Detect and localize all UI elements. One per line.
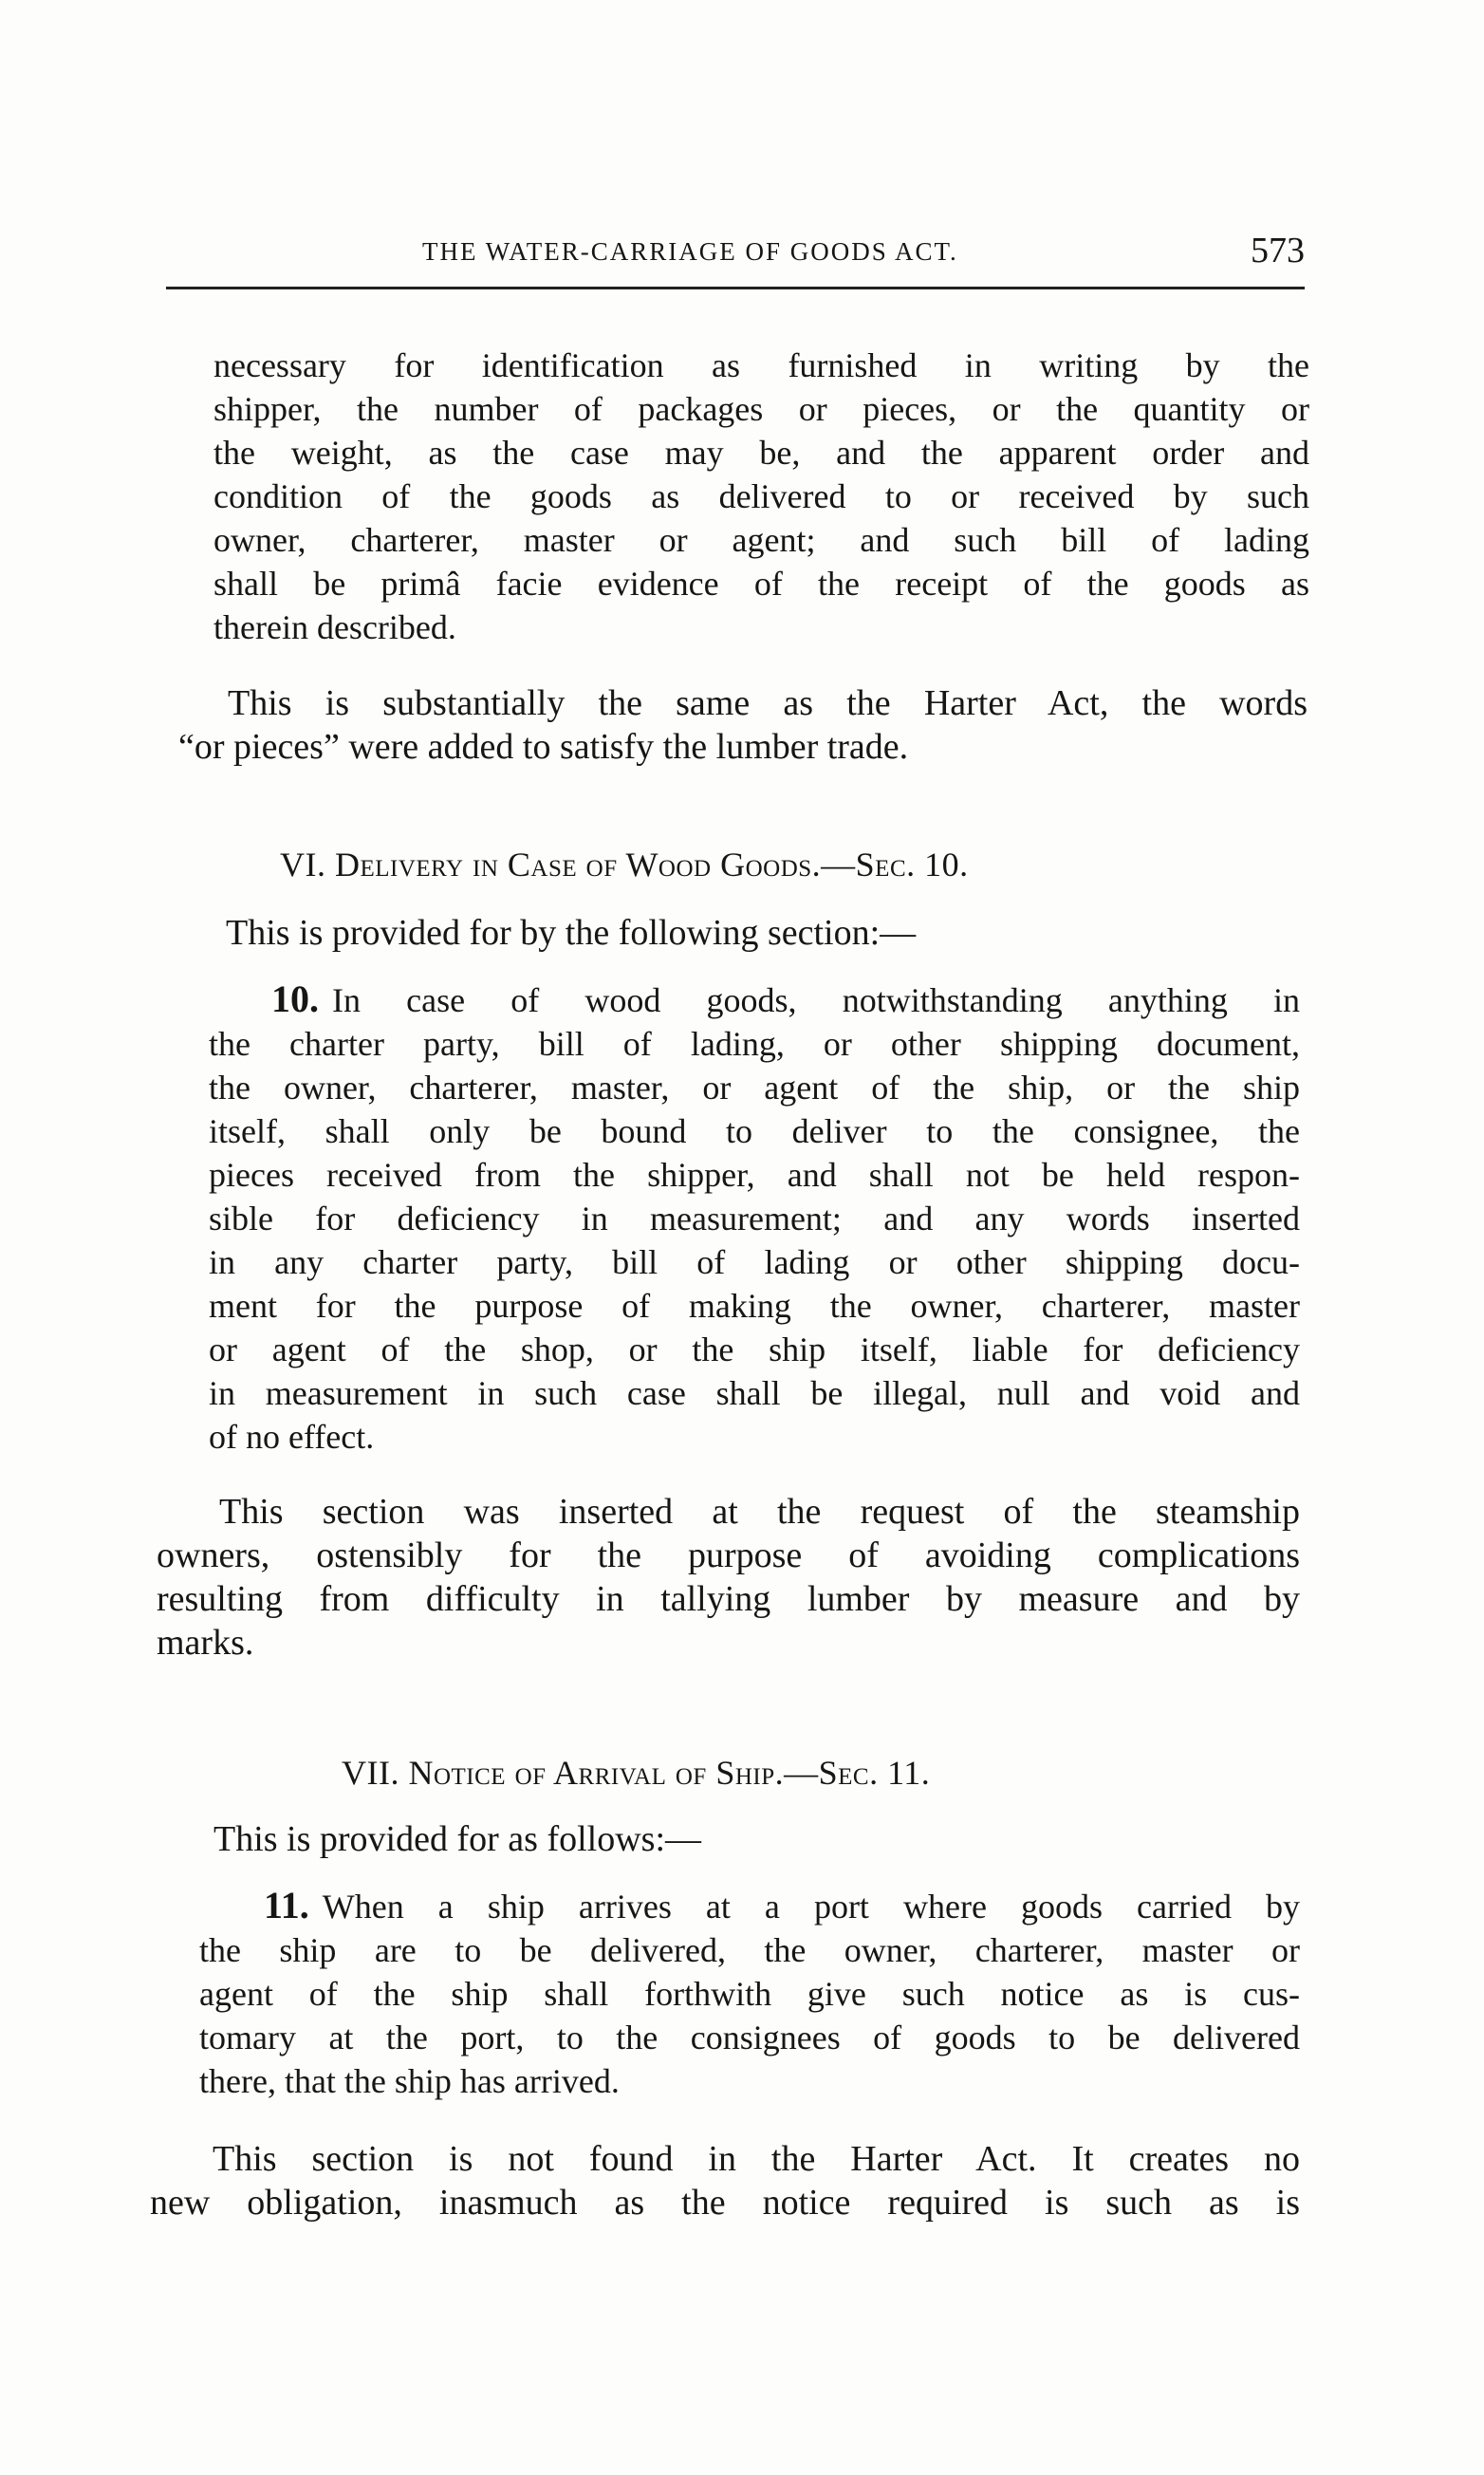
text-line: the owner, charterer, master, or agent of the ship, or the ship — [209, 1069, 1300, 1107]
text-line: This is provided for by the following section:— — [226, 913, 917, 953]
text-line: in measurement in such case shall be illegal, null and void and — [209, 1374, 1300, 1412]
intro-vi — [226, 911, 1175, 955]
statute-continuation — [213, 344, 1309, 649]
running-title: THE WATER-CARRIAGE OF GOODS ACT. — [422, 237, 958, 266]
section-10-note — [157, 1490, 1300, 1665]
text-line: shall be primâ facie evidence of the receipt of the goods as — [213, 565, 1309, 603]
section-text: In case of wood goods, notwithstanding anything in — [332, 981, 1300, 1019]
text-line: owner, charterer, master or agent; and such bill of lading — [213, 521, 1309, 559]
text-line — [199, 1884, 1300, 1928]
text-line: or agent of the shop, or the ship itself, liable for deficiency — [209, 1331, 1300, 1368]
text-line: new obligation, inasmuch as the notice required is such as is — [150, 2183, 1300, 2223]
text-line: marks. — [157, 1623, 254, 1663]
text-line: This section was inserted at the request of the steamship — [219, 1492, 1300, 1532]
text-line: necessary for identification as furnished in writing by the — [213, 346, 1309, 384]
heading-vi: VI. Delivery in Case of Wood Goods.—Sec. 10. — [280, 846, 969, 884]
text-line: resulting from difficulty in tallying lumber by measure and by — [157, 1579, 1300, 1619]
text-line: This is provided for as follows:— — [213, 1819, 702, 1859]
heading-vii: VII. Notice of Arrival of Ship.—Sec. 11. — [342, 1754, 931, 1792]
intro-vii — [213, 1817, 1067, 1861]
text-line: agent of the ship shall forthwith give such notice as is cus- — [199, 1975, 1300, 2013]
section-number: 11. — [264, 1884, 309, 1926]
text-line: ment for the purpose of making the owner, charterer, master — [209, 1287, 1300, 1325]
text-line: of no effect. — [209, 1418, 375, 1456]
harter-note-paragraph — [169, 681, 1308, 769]
section-11 — [199, 1884, 1300, 2103]
text-line: owners, ostensibly for the purpose of avoiding complications — [157, 1535, 1300, 1575]
text-line — [209, 977, 1300, 1022]
header-rule — [166, 287, 1305, 289]
text-line: shipper, the number of packages or pieces, or the quantity or — [213, 390, 1309, 428]
text-line: condition of the goods as delivered to or received by such — [213, 477, 1309, 515]
text-line: This is substantially the same as the Harter Act, the words — [228, 683, 1308, 723]
text-line: the weight, as the case may be, and the apparent order and — [213, 434, 1309, 472]
text-line: pieces received from the shipper, and shall not be held respon- — [209, 1156, 1300, 1194]
text-line: in any charter party, bill of lading or other shipping docu- — [209, 1243, 1300, 1281]
section-text: When a ship arrives at a port where goods carried by — [322, 1888, 1300, 1926]
section-10 — [209, 977, 1300, 1459]
text-line: therein described. — [213, 608, 456, 646]
page-header — [166, 230, 1305, 287]
text-line: the charter party, bill of lading, or other shipping document, — [209, 1025, 1300, 1063]
text-line: the ship are to be delivered, the owner, charterer, master or — [199, 1931, 1300, 1969]
text-line: “or pieces” were added to satisfy the lumber trade. — [178, 727, 909, 767]
section-number: 10. — [271, 977, 319, 1020]
text-line: tomary at the port, to the consignees of goods to be delivered — [199, 2019, 1300, 2056]
text-line: This section is not found in the Harter Act. It creates no — [213, 2139, 1300, 2179]
text-line: there, that the ship has arrived. — [199, 2062, 620, 2100]
page-number: 573 — [1251, 231, 1305, 270]
section-11-note — [150, 2137, 1300, 2224]
text-line: itself, shall only be bound to deliver to the consignee, the — [209, 1112, 1300, 1150]
text-line: sible for deficiency in measurement; and any words inserted — [209, 1200, 1300, 1238]
